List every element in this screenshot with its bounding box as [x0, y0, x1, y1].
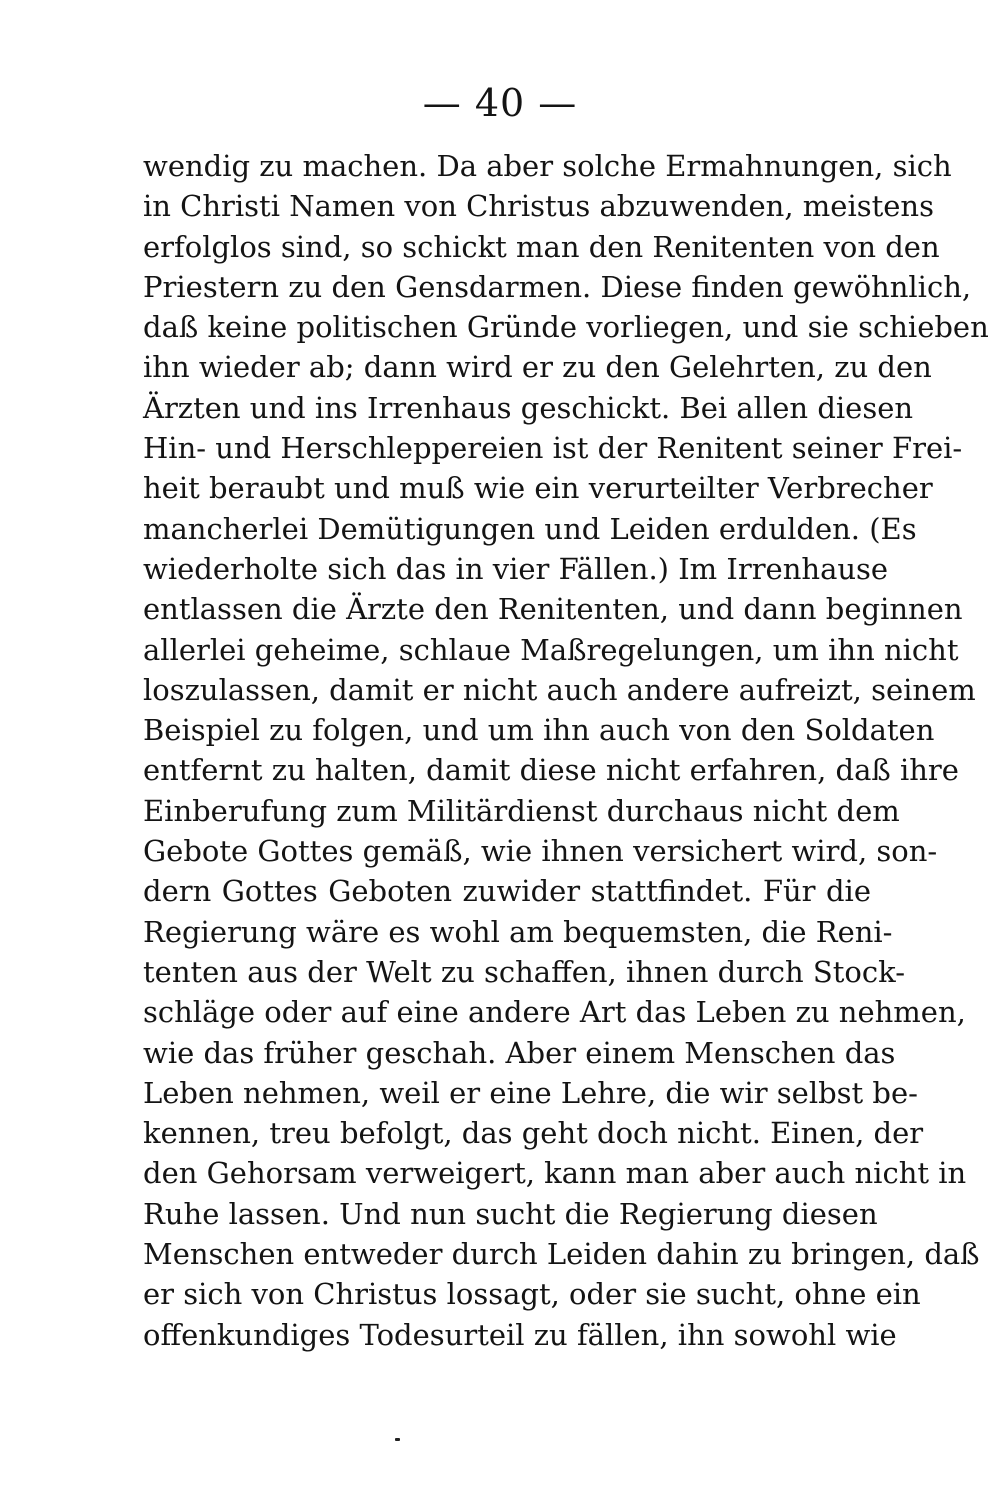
text-line: loszulassen, damit er nicht auch andere aufreizt, seinem [143, 672, 976, 707]
text-line: kennen, treu befolgt, das geht doch nicht. Einen, der [143, 1116, 924, 1151]
text-line: Regierung wäre es wohl am bequemsten, die Reni- [143, 914, 893, 949]
body-text [143, 146, 989, 1355]
text-line: Menschen entweder durch Leiden dahin zu bringen, daß [143, 1237, 980, 1272]
text-line: entfernt zu halten, damit diese nicht erfahren, daß ihre [143, 753, 959, 788]
text-line: dern Gottes Geboten zuwider stattfindet. Für die [143, 874, 871, 909]
text-line: Priestern zu den Gensdarmen. Diese finden gewöhnlich, [143, 269, 972, 304]
text-line: Einberufung zum Militärdienst durchaus nicht dem [143, 793, 900, 828]
text-line: Ruhe lassen. Und nun sucht die Regierung diesen [143, 1196, 878, 1231]
page-number: — 40 — [422, 81, 578, 125]
text-line: wendig zu machen. Da aber solche Ermahnungen, sich [143, 149, 952, 183]
text-line: Gebote Gottes gemäß, wie ihnen versichert wird, son- [143, 834, 938, 869]
text-line: Ärzten und ins Irrenhaus geschickt. Bei allen diesen [143, 390, 914, 425]
text-line: Hin- und Herschleppereien ist der Renitent seiner Frei- [143, 431, 963, 466]
text-line: ihn wieder ab; dann wird er zu den Gelehrten, zu den [143, 350, 932, 385]
text-line: wie das früher geschah. Aber einem Menschen das [143, 1035, 896, 1070]
text-line: daß keine politischen Gründe vorliegen, und sie schieben [143, 310, 989, 345]
text-line: mancherlei Demütigungen und Leiden erdulden. (Es [143, 511, 917, 546]
text-line: entlassen die Ärzte den Renitenten, und dann beginnen [143, 592, 963, 627]
text-line: erfolglos sind, so schickt man den Renitenten von den [143, 229, 940, 264]
text-line: offenkundiges Todesurteil zu fällen, ihn sowohl wie [143, 1317, 897, 1352]
text-line: wiederholte sich das in vier Fällen.) Im Irrenhause [143, 551, 889, 586]
text-line: er sich von Christus lossagt, oder sie sucht, ohne ein [143, 1277, 921, 1312]
text-line: Leben nehmen, weil er eine Lehre, die wir selbst be- [143, 1075, 918, 1110]
text-line: tenten aus der Welt zu schaffen, ihnen durch Stock- [143, 954, 905, 989]
text-line: Beispiel zu folgen, und um ihn auch von den Soldaten [143, 713, 935, 748]
print-speck [395, 1438, 400, 1441]
text-line: heit beraubt und muß wie ein verurteilter Verbrecher [143, 471, 933, 506]
text-line: den Gehorsam verweigert, kann man aber auch nicht in [143, 1156, 967, 1191]
text-line: allerlei geheime, schlaue Maßregelungen, um ihn nicht [143, 632, 959, 667]
text-line: in Christi Namen von Christus abzuwenden, meistens [143, 189, 934, 224]
text-line: schläge oder auf eine andere Art das Leben zu nehmen, [143, 995, 966, 1030]
